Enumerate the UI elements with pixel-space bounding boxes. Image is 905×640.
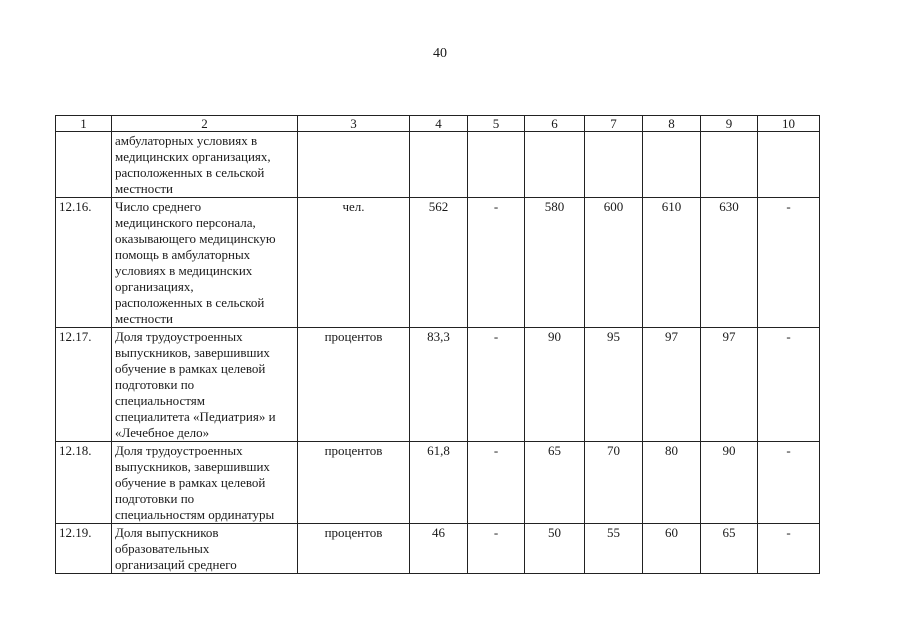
row-number: 12.19. — [56, 524, 112, 574]
value-cell-9 — [701, 132, 758, 198]
value-cell-8: 80 — [643, 442, 701, 524]
description-line: расположенных в сельской — [115, 165, 265, 180]
description-line: Доля трудоустроенных — [115, 443, 243, 458]
value-cell-4 — [410, 132, 468, 198]
column-header: 1 — [56, 116, 112, 132]
header-row — [56, 116, 820, 132]
value-cell-5: - — [468, 442, 525, 524]
value-cell-7 — [585, 132, 643, 198]
value-cell-5: - — [468, 524, 525, 574]
value-cell-7: 600 — [585, 198, 643, 328]
value-cell-6: 90 — [525, 328, 585, 442]
table-row — [56, 524, 820, 574]
column-header: 10 — [758, 116, 820, 132]
column-header: 4 — [410, 116, 468, 132]
value-cell-5 — [468, 132, 525, 198]
column-header: 9 — [701, 116, 758, 132]
value-cell-10 — [758, 132, 820, 198]
description-line: помощь в амбулаторных — [115, 247, 251, 262]
row-number: 12.18. — [56, 442, 112, 524]
table-row — [56, 328, 820, 442]
table-row — [56, 198, 820, 328]
value-cell-10: - — [758, 524, 820, 574]
page-number: 40 — [433, 46, 447, 61]
indicator-description — [112, 198, 298, 328]
unit-cell: процентов — [298, 524, 410, 574]
description-line: условиях в медицинских — [115, 263, 253, 278]
description-line: медицинского персонала, — [115, 215, 256, 230]
row-number — [56, 132, 112, 198]
value-cell-6 — [525, 132, 585, 198]
description-line: образовательных — [115, 541, 210, 556]
description-line: «Лечебное дело» — [115, 425, 210, 440]
description-line: организациях, — [115, 279, 194, 294]
unit-cell — [298, 132, 410, 198]
value-cell-9: 65 — [701, 524, 758, 574]
description-line: выпускников, завершивших — [115, 459, 270, 474]
description-line: специальностям ординатуры — [115, 507, 275, 522]
description-line: медицинских организациях, — [115, 149, 271, 164]
value-cell-8: 610 — [643, 198, 701, 328]
table-row — [56, 132, 820, 198]
row-number: 12.16. — [56, 198, 112, 328]
value-cell-6: 65 — [525, 442, 585, 524]
value-cell-9: 90 — [701, 442, 758, 524]
value-cell-10: - — [758, 198, 820, 328]
value-cell-4: 61,8 — [410, 442, 468, 524]
description-line: подготовки по — [115, 377, 195, 392]
unit-cell: процентов — [298, 442, 410, 524]
value-cell-10: - — [758, 442, 820, 524]
value-cell-8: 97 — [643, 328, 701, 442]
unit-cell: чел. — [298, 198, 410, 328]
description-line: Число среднего — [115, 199, 202, 214]
description-line: амбулаторных условиях в — [115, 133, 258, 148]
description-line: подготовки по — [115, 491, 195, 506]
column-header: 7 — [585, 116, 643, 132]
indicator-description — [112, 132, 298, 198]
description-line: Доля трудоустроенных — [115, 329, 243, 344]
description-line: оказывающего медицинскую — [115, 231, 276, 246]
row-number: 12.17. — [56, 328, 112, 442]
column-header: 5 — [468, 116, 525, 132]
description-line: Доля выпускников — [115, 525, 219, 540]
column-header: 2 — [112, 116, 298, 132]
description-line: специалитета «Педиатрия» и — [115, 409, 276, 424]
value-cell-10: - — [758, 328, 820, 442]
description-line: организаций среднего — [115, 557, 237, 572]
indicator-description — [112, 524, 298, 574]
description-line: расположенных в сельской — [115, 295, 265, 310]
value-cell-8: 60 — [643, 524, 701, 574]
value-cell-4: 562 — [410, 198, 468, 328]
indicator-description — [112, 442, 298, 524]
value-cell-6: 580 — [525, 198, 585, 328]
value-cell-5: - — [468, 198, 525, 328]
description-line: обучение в рамках целевой — [115, 361, 266, 376]
indicators-table — [55, 115, 820, 574]
description-line: обучение в рамках целевой — [115, 475, 266, 490]
value-cell-7: 95 — [585, 328, 643, 442]
table-row — [56, 442, 820, 524]
value-cell-6: 50 — [525, 524, 585, 574]
value-cell-4: 83,3 — [410, 328, 468, 442]
value-cell-4: 46 — [410, 524, 468, 574]
description-line: выпускников, завершивших — [115, 345, 270, 360]
unit-cell: процентов — [298, 328, 410, 442]
value-cell-7: 70 — [585, 442, 643, 524]
value-cell-9: 97 — [701, 328, 758, 442]
indicator-description — [112, 328, 298, 442]
column-header: 3 — [298, 116, 410, 132]
column-header: 8 — [643, 116, 701, 132]
value-cell-8 — [643, 132, 701, 198]
description-line: специальностям — [115, 393, 205, 408]
column-header: 6 — [525, 116, 585, 132]
value-cell-7: 55 — [585, 524, 643, 574]
description-line: местности — [115, 311, 173, 326]
description-line: местности — [115, 181, 173, 196]
value-cell-5: - — [468, 328, 525, 442]
value-cell-9: 630 — [701, 198, 758, 328]
